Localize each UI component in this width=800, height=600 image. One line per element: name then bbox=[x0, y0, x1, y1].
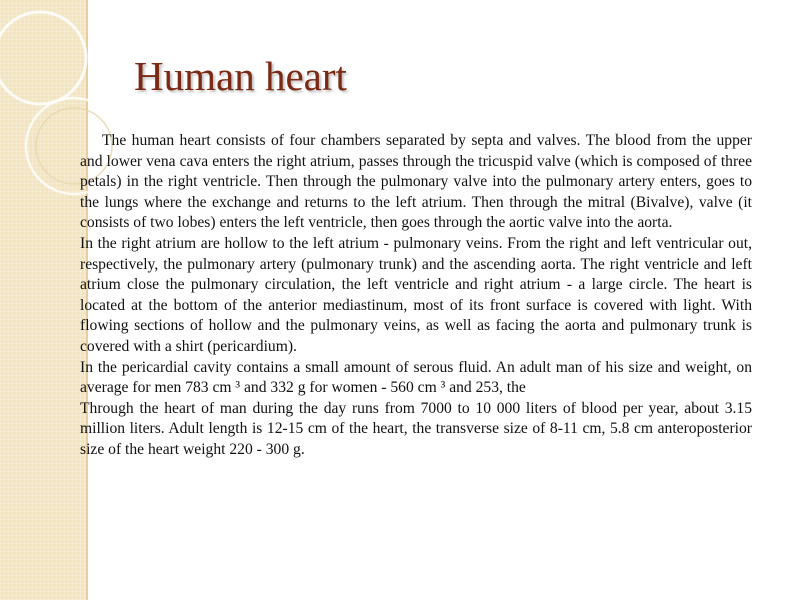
slide-body-text bbox=[80, 131, 752, 461]
paragraph-pericardial-cavity: In the pericardial cavity contains a small amount of serous fluid. An adult man of his size and weight, on average for men 783 cm ³ and 332 g for women - 560 cm ³ and 253, the bbox=[80, 358, 752, 397]
decorative-ring-top bbox=[0, 12, 86, 104]
paragraph-blood-volume: Through the heart of man during the day runs from 7000 to 10 000 liters of blood per year, about 3.15 million liters. Adult length is 12-15 cm of the heart, the transverse size of 8-11 cm, 5.8 cm anteroposterior size of the heart weight 220 - 300 g. bbox=[80, 399, 752, 458]
paragraph-pulmonary-veins: In the right atrium are hollow to the left atrium - pulmonary veins. From the right and left ventricular out, respectively, the pulmonary artery (pulmonary trunk) and the ascending aorta. The right ventricle and left atrium close the pulmonary circulation, the left ventricle and right atrium - a large circle. The heart is located at the bottom of the anterior mediastinum, most of its front surface is covered with light. With flowing sections of hollow and the pulmonary veins, as well as facing the aorta and pulmonary trunk is covered with a shirt (pericardium). bbox=[80, 234, 752, 355]
paragraph-heart-chambers: The human heart consists of four chambers separated by septa and valves. The blood from the upper and lower vena cava enters the right atrium, passes through the tricuspid valve (which is composed of three petals) in the right ventricle. Then through the pulmonary valve into the pulmonary artery enters, goes to the lungs where the exchange and returns to the left atrium. Then through the mitral (Bivalve), valve (it consists of two lobes) enters the left ventricle, then goes through the aortic valve into the aorta. bbox=[80, 132, 752, 232]
slide-title: Human heart bbox=[134, 53, 347, 99]
